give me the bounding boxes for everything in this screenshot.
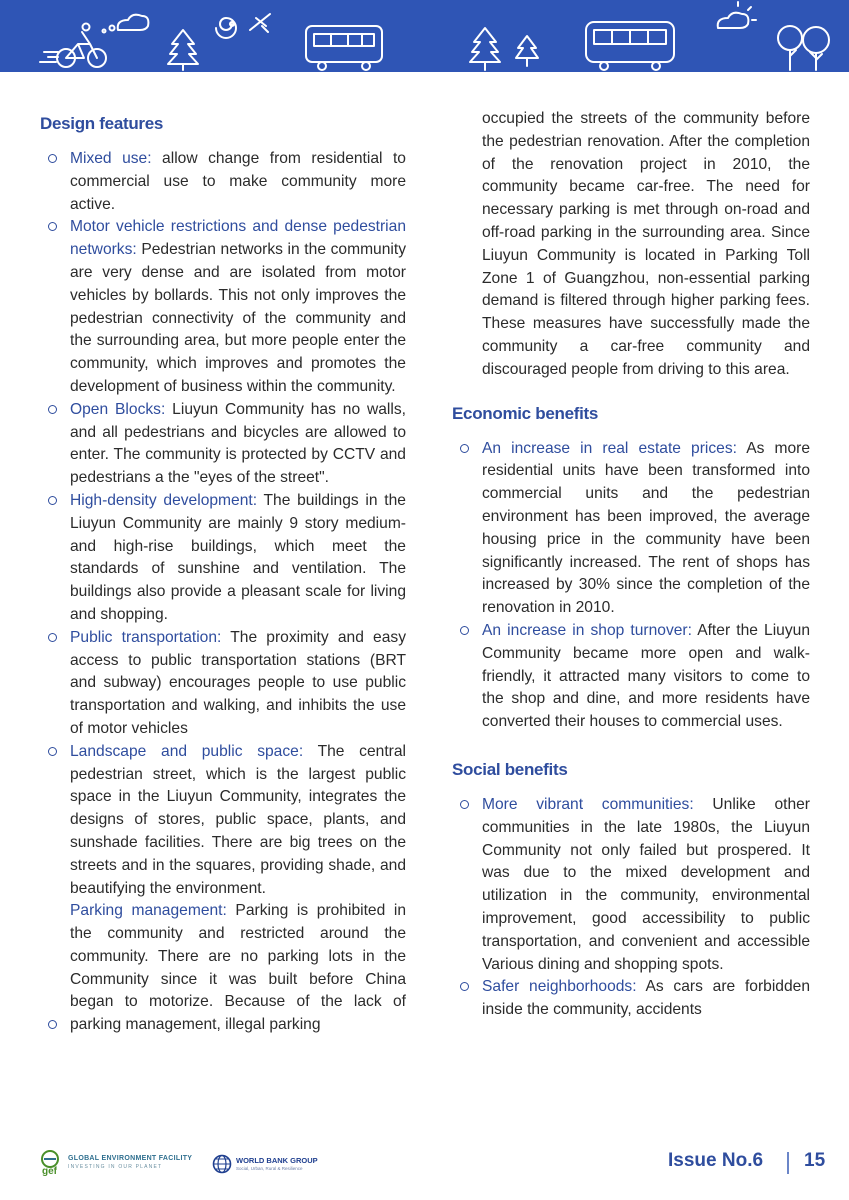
item-text: allow change from residential to commercial use to make community more active. xyxy=(70,150,406,213)
parking-continuation: occupied the streets of the community before the pedestrian renovation. After the completion of the renovation project in 2010, the community became car-free. The need for necessary parking is met through on-road and off-road parking in the surrounding area. Since Liuyun Community is located in Parking Toll Zone 1 of Guangzhou, non-essential parking demand is filtered through higher parking fees. These measures have successfully made the community a car-free community and discouraged people from driving to this area. xyxy=(482,110,810,378)
list-item xyxy=(452,976,810,1022)
item-term: Public transportation: xyxy=(70,628,222,646)
cloud-icon xyxy=(103,15,149,33)
airplane-icon xyxy=(250,14,270,32)
issue-label: Issue No.6 xyxy=(668,1150,764,1171)
social-benefits-heading: Social benefits xyxy=(452,759,568,779)
item-text: Liuyun Community has no walls, and all pedestrians and bicycles are allowed to enter. The community is protected by CCTV and pedestrians a the "eyes of the street". xyxy=(70,400,406,487)
cyclist-icon xyxy=(40,24,106,68)
world-bank-subtitle: Social, Urban, Rural & Resilience xyxy=(236,1166,303,1171)
design-features-list xyxy=(40,148,406,1037)
item-term: Safer neighborhoods: xyxy=(482,978,637,996)
header-banner xyxy=(0,0,849,72)
item-text: The proximity and easy access to public transportation stations (BRT and subway) encourages people to use public transportation and walking, and inhibits the use of motor vehicles xyxy=(70,628,406,737)
world-bank-name: WORLD BANK GROUP xyxy=(236,1156,318,1165)
bullet-marker xyxy=(48,1020,57,1029)
tree-icon xyxy=(168,30,198,70)
item-term: Mixed use: xyxy=(70,150,152,167)
gef-tagline: INVESTING IN OUR PLANET xyxy=(68,1164,163,1170)
list-item xyxy=(40,627,406,741)
bus-icon xyxy=(306,26,382,70)
item-term: Parking management: xyxy=(70,902,227,920)
list-item xyxy=(452,438,810,620)
footer-divider xyxy=(787,1152,789,1174)
item-text: Unlike other communities in the late 1980s, the Liuyun Community not only failed but prospered. It was due to the mixed development and utilization in the community, environmental improvement, good accessibility to public transportation, and convenient and accessible Various dining and shopping spots. xyxy=(482,795,810,973)
list-item xyxy=(40,490,406,627)
left-column xyxy=(40,108,406,1037)
right-column xyxy=(452,108,810,1022)
item-term: An increase in shop turnover: xyxy=(482,621,692,639)
item-text: After the Liuyun Community became more open and walk-friendly, it attracted many visitors to come to the shop and dine, and more residents have converted their houses to commercial uses. xyxy=(482,621,810,731)
page-number: 15 xyxy=(804,1150,826,1171)
list-item xyxy=(452,620,810,734)
item-term: Motor vehicle restrictions and dense pedestrian networks: xyxy=(70,218,406,259)
item-term: More vibrant communities: xyxy=(482,795,694,813)
list-item xyxy=(40,741,406,901)
economic-benefits-heading: Economic benefits xyxy=(452,403,599,423)
item-text: As cars are forbidden inside the community, accidents xyxy=(482,978,810,1019)
item-text: As more residential units have been transformed into commercial units and the pedestrian environment has been improved, the average housing price in the community have been significantly increased. The rent of shops has increased by 30% since the completion of the renovation in 2010. xyxy=(482,439,810,617)
gef-letters: gef xyxy=(42,1166,57,1177)
item-text: Pedestrian networks in the community are very dense and are isolated from motor vehicles by bollards. This not only improves the pedestrian connectivity of the community and the surrounding area, but more people enter the community, which improves and promotes the development of business within the community. xyxy=(70,241,406,395)
footer-logos xyxy=(38,1146,338,1186)
gef-name: GLOBAL ENVIRONMENT FACILITY xyxy=(68,1155,193,1162)
item-term: Open Blocks: xyxy=(70,400,166,418)
design-features-heading: Design features xyxy=(40,114,164,133)
item-term: An increase in real estate prices: xyxy=(482,439,737,457)
bus-icon xyxy=(586,22,674,70)
economic-benefits-list xyxy=(452,438,810,734)
social-benefits-list xyxy=(452,794,810,1022)
item-text: The central pedestrian street, which is the largest public space in the Liuyun Community, integrates the designs of stores, public space, plants, and sunshade facilities. There are big trees on the streets and in the squares, providing shade, and beautifying the environment. xyxy=(70,742,406,897)
list-item xyxy=(40,148,406,216)
item-text: Parking is prohibited in the community and restricted around the community. There are no parking lots in the Community since it was built before China began to motorize. Because of the lack of parking management, illegal parking xyxy=(70,902,406,1034)
sun-cloud-icon xyxy=(718,2,756,28)
list-item xyxy=(40,399,406,490)
list-item xyxy=(40,900,406,1037)
item-term: High-density development: xyxy=(70,491,258,509)
world-bank-globe-icon xyxy=(212,1154,232,1174)
swirl-icon xyxy=(216,18,236,38)
tree-icon xyxy=(470,28,538,70)
tree-icon xyxy=(778,26,829,70)
banner-illustration xyxy=(0,0,849,72)
list-item xyxy=(40,216,406,398)
item-text: The buildings in the Liuyun Community are mainly 9 story medium- and high-rise buildings, which meet the standards of sunshine and ventilation. The buildings also provide a pleasant scale for living and shopping. xyxy=(70,491,406,623)
list-item xyxy=(452,794,810,976)
item-term: Landscape and public space: xyxy=(70,742,304,760)
